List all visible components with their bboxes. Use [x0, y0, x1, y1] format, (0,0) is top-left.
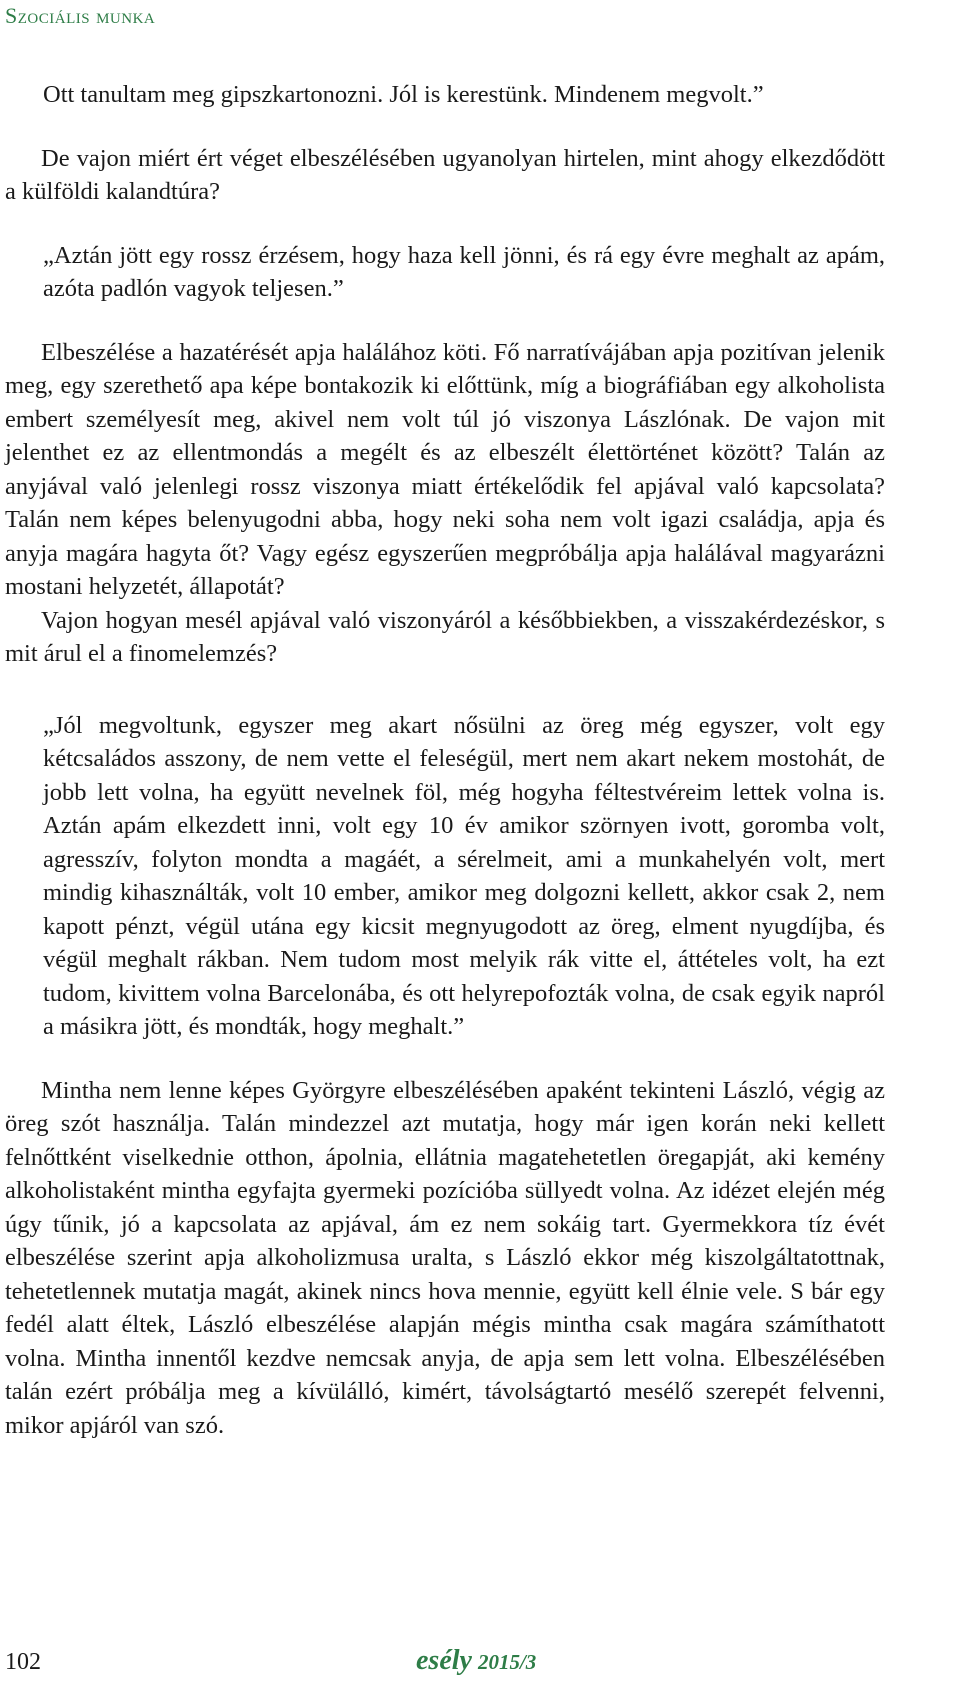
paragraph-spacer — [5, 112, 885, 142]
paragraph-spacer — [5, 1044, 885, 1074]
article-body — [5, 78, 885, 1442]
running-head: Szociális munka — [5, 3, 156, 28]
paragraph-spacer — [5, 209, 885, 239]
journal-name: esély — [416, 1645, 472, 1676]
page-footer — [0, 1645, 960, 1685]
quote-paragraph: „Aztán jött egy rossz érzésem, hogy haza kell jönni, és rá egy évre meghalt az apám, azóta padlón vagyok teljesen.” — [43, 241, 885, 302]
paragraph-spacer — [5, 671, 885, 709]
quote-paragraph: Ott tanultam meg gipszkartonozni. Jól is kerestünk. Mindenem megvolt.” — [43, 81, 764, 108]
body-paragraph: Elbeszélése a hazatérését apja halálához köti. Fő narratívájában apja pozitívan jelenik meg, egy szerethető apa képe bontakozik ki előttünk, míg a biográfiában egy alkoholista embert személyesít meg, akivel nem volt túl jó viszonya Lászlónak. De vajon mit jelenthet ez az ellentmondás a megélt és az elbeszélt élettörténet között? Talán az anyjával való jelenlegi rossz viszonya miatt értékelődik fel apjával való kapcsolata? Talán nem képes belenyugodni abba, hogy neki soha nem volt igazi családja, apja és anyja magára hagyta őt? Vagy egész egyszerűen megpróbálja apja halálával magyarázni mostani helyzetét, állapotát? — [5, 338, 885, 600]
body-paragraph: Vajon hogyan mesél apjával való viszonyáról a későbbiekben, a visszakérdezéskor, s mit árul el a finomelemzés? — [5, 606, 885, 667]
journal-title — [416, 1645, 536, 1677]
quote-paragraph: „Jól megvoltunk, egyszer meg akart nősülni az öreg még egyszer, volt egy kétcsaládos asszony, de nem vette el feleségül, mert nem akart nekem mostohát, de jobb lett volna, ha együtt nevelnek föl, még hogyha féltestvéreim lettek volna is. Aztán apám elkezdett inni, volt egy 10 év amikor szörnyen ivott, goromba volt, agresszív, folyton mondta a magáét, a sérelmeit, ami a munkahelyén volt, mert mindig kihasználták, volt 10 ember, amikor meg dolgozni kellett, akkor csak 2, nem kapott pénzt, végül utána egy kicsit megnyugodott az öreg, elment nyugdíjba, és végül meghalt rákban. Nem tudom most melyik rák vitte el, áttételes volt, ha ezt tudom, kivittem volna Barcelonába, és ott helyrepofozták volna, de csak egyik napról a másikra jött, és mondták, hogy meghalt.” — [43, 711, 885, 1040]
body-paragraph: Mintha nem lenne képes Györgyre elbeszélésében apaként tekinteni László, végig az öreg szót használja. Talán mindezzel azt mutatja, hogy már igen korán neki kellett felnőttként viselkednie otthon, ápolnia, ellátnia magatehetetlen öregapját, aki kemény alkoholistaként mintha egyfajta gyermeki pozícióba süllyedt volna. Az idézet elején még úgy tűnik, jó a kapcsolata az apjával, ám ez nem sokáig tart. Gyermekkora tíz évét elbeszélése szerint apja alkoholizmusa uralta, s László ekkor még kiszolgáltatottnak, tehetetlennek mutatja magát, akinek nincs hova mennie, együtt kell élnie vele. S bár egy fedél alatt éltek, László elbeszélése alapján mégis mintha csak magára számíthatott volna. Mintha innentől kezdve nemcsak anyja, de apja sem lett volna. Elbeszélésében talán ezért próbálja meg a kívülálló, kimért, távolságtartó mesélő szerepét felvenni, mikor apjáról van szó. — [5, 1076, 885, 1439]
body-paragraph: De vajon miért ért véget elbeszélésében ugyanolyan hirtelen, mint ahogy elkezdődött a külföldi kalandtúra? — [5, 144, 885, 205]
paragraph-spacer — [5, 306, 885, 336]
page-number: 102 — [5, 1649, 41, 1675]
journal-issue: 2015/3 — [477, 1650, 537, 1674]
